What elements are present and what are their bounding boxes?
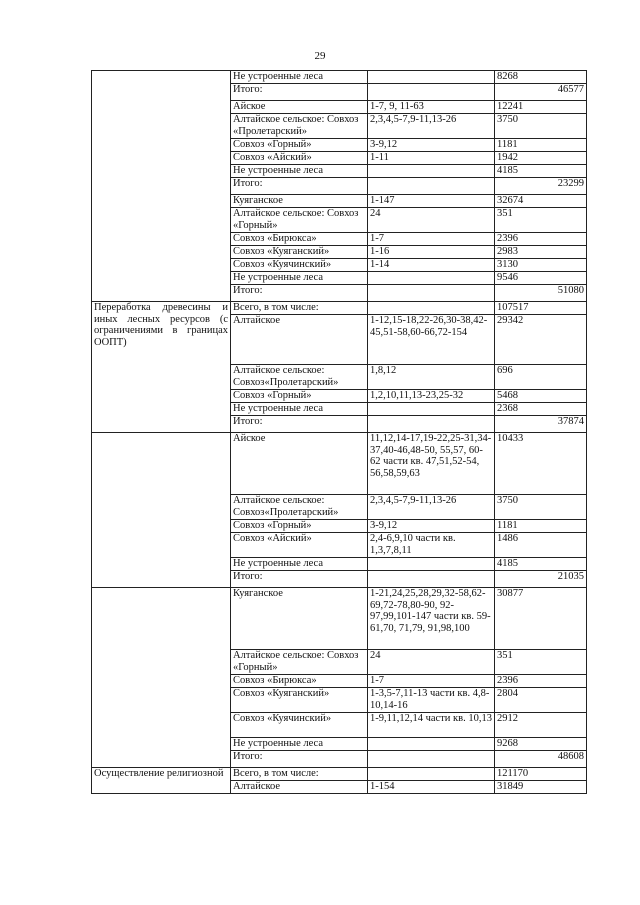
quarters-cell <box>368 751 495 768</box>
quarters-cell: 3-9,12 <box>368 139 495 152</box>
forestry-cell: Совхоз «Айский» <box>231 533 368 558</box>
activity-cell: Осуществление религиозной <box>92 768 231 794</box>
forestry-cell: Алтайское сельское: Совхоз «Пролетарский» <box>231 114 368 139</box>
table-row <box>92 71 587 84</box>
quarters-cell: 24 <box>368 208 495 233</box>
forestry-cell: Совхоз «Куячинский» <box>231 713 368 738</box>
quarters-cell: 3-9,12 <box>368 520 495 533</box>
area-cell: 1181 <box>495 139 587 152</box>
quarters-cell: 1-11 <box>368 152 495 165</box>
forestry-cell: Не устроенные леса <box>231 71 368 84</box>
quarters-cell: 11,12,14-17,19-22,25-31,34-37,40-46,48-50, 55,57, 60-62 части кв. 47,51,52-54, 56,58,59,63 <box>368 433 495 495</box>
forestry-cell: Совхоз «Куяганский» <box>231 688 368 713</box>
total-area-cell: 21035 <box>495 571 587 588</box>
quarters-cell <box>368 768 495 781</box>
forestry-cell: Не устроенные леса <box>231 738 368 751</box>
quarters-cell <box>368 178 495 195</box>
quarters-cell: 1-3,5-7,11-13 части кв. 4,8-10,14-16 <box>368 688 495 713</box>
area-cell: 2983 <box>495 246 587 259</box>
forestry-cell: Не устроенные леса <box>231 403 368 416</box>
area-cell: 351 <box>495 650 587 675</box>
forestry-cell: Совхоз «Бирюкса» <box>231 233 368 246</box>
area-cell: 107517 <box>495 302 587 315</box>
table-row <box>92 433 587 495</box>
forestry-cell: Итого: <box>231 84 368 101</box>
area-cell: 4185 <box>495 165 587 178</box>
quarters-cell <box>368 285 495 302</box>
area-cell: 696 <box>495 365 587 390</box>
quarters-cell <box>368 84 495 101</box>
area-cell: 10433 <box>495 433 587 495</box>
area-cell: 3130 <box>495 259 587 272</box>
forestry-cell: Алтайское сельское: Совхоз«Пролетарский» <box>231 495 368 520</box>
area-cell: 31849 <box>495 781 587 794</box>
forestry-cell: Айское <box>231 433 368 495</box>
total-area-cell: 51080 <box>495 285 587 302</box>
quarters-cell <box>368 403 495 416</box>
quarters-cell: 1-147 <box>368 195 495 208</box>
forestry-cell: Совхоз «Горный» <box>231 139 368 152</box>
quarters-cell <box>368 416 495 433</box>
table-row <box>92 302 587 315</box>
activity-cell <box>92 433 231 588</box>
activity-cell <box>92 588 231 768</box>
page-number: 29 <box>314 50 326 62</box>
quarters-cell: 2,3,4,5-7,9-11,13-26 <box>368 495 495 520</box>
quarters-cell: 24 <box>368 650 495 675</box>
quarters-cell: 1-154 <box>368 781 495 794</box>
quarters-cell: 1,2,10,11,13-23,25-32 <box>368 390 495 403</box>
quarters-cell: 2,3,4,5-7,9-11,13-26 <box>368 114 495 139</box>
quarters-cell: 1-16 <box>368 246 495 259</box>
area-cell: 32674 <box>495 195 587 208</box>
quarters-cell: 1-7, 9, 11-63 <box>368 101 495 114</box>
table-row <box>92 768 587 781</box>
forestry-cell: Не устроенные леса <box>231 165 368 178</box>
quarters-cell: 1-12,15-18,22-26,30-38,42-45,51-58,60-66,72-154 <box>368 315 495 365</box>
area-cell: 3750 <box>495 495 587 520</box>
forestry-cell: Итого: <box>231 285 368 302</box>
forestry-cell: Совхоз «Куяганский» <box>231 246 368 259</box>
total-area-cell: 37874 <box>495 416 587 433</box>
area-cell: 351 <box>495 208 587 233</box>
forestry-cell: Алтайское <box>231 315 368 365</box>
area-cell: 30877 <box>495 588 587 650</box>
area-cell: 29342 <box>495 315 587 365</box>
area-cell: 1486 <box>495 533 587 558</box>
quarters-cell: 2,4-6,9,10 части кв. 1,3,7,8,11 <box>368 533 495 558</box>
total-area-cell: 48608 <box>495 751 587 768</box>
quarters-cell <box>368 738 495 751</box>
area-cell: 12241 <box>495 101 587 114</box>
area-cell: 2804 <box>495 688 587 713</box>
quarters-cell <box>368 558 495 571</box>
forest-use-table <box>91 70 587 794</box>
forestry-cell: Совхоз «Куячинский» <box>231 259 368 272</box>
forestry-cell: Всего, в том числе: <box>231 768 368 781</box>
forestry-cell: Итого: <box>231 178 368 195</box>
activity-cell: Переработка древесины и иных лесных ресурсов (с ограничениями в границах ООПТ) <box>92 302 231 433</box>
quarters-cell <box>368 71 495 84</box>
total-area-cell: 23299 <box>495 178 587 195</box>
forestry-cell: Алтайское сельское: Совхоз «Горный» <box>231 208 368 233</box>
forestry-cell: Алтайское сельское: Совхоз«Пролетарский» <box>231 365 368 390</box>
forestry-cell: Совхоз «Горный» <box>231 390 368 403</box>
area-cell: 1181 <box>495 520 587 533</box>
quarters-cell: 1-21,24,25,28,29,32-58,62-69,72-78,80-90, 92-97,99,101-147 части кв. 59-61,70, 71,79, 91,98,100 <box>368 588 495 650</box>
table-row <box>92 588 587 650</box>
forestry-cell: Куяганское <box>231 195 368 208</box>
quarters-cell <box>368 571 495 588</box>
area-cell: 2396 <box>495 233 587 246</box>
forestry-cell: Итого: <box>231 416 368 433</box>
forestry-cell: Итого: <box>231 751 368 768</box>
area-cell: 5468 <box>495 390 587 403</box>
quarters-cell: 1-14 <box>368 259 495 272</box>
area-cell: 8268 <box>495 71 587 84</box>
area-cell: 1942 <box>495 152 587 165</box>
area-cell: 9268 <box>495 738 587 751</box>
area-cell: 3750 <box>495 114 587 139</box>
area-cell: 2912 <box>495 713 587 738</box>
forestry-cell: Итого: <box>231 571 368 588</box>
forestry-cell: Совхоз «Айский» <box>231 152 368 165</box>
area-cell: 4185 <box>495 558 587 571</box>
forestry-cell: Всего, в том числе: <box>231 302 368 315</box>
area-cell: 2368 <box>495 403 587 416</box>
forestry-cell: Алтайское <box>231 781 368 794</box>
total-area-cell: 46577 <box>495 84 587 101</box>
area-cell: 121170 <box>495 768 587 781</box>
forestry-cell: Айское <box>231 101 368 114</box>
forestry-cell: Алтайское сельское: Совхоз «Горный» <box>231 650 368 675</box>
area-cell: 2396 <box>495 675 587 688</box>
activity-cell <box>92 71 231 302</box>
quarters-cell: 1-7 <box>368 233 495 246</box>
quarters-cell <box>368 272 495 285</box>
area-cell: 9546 <box>495 272 587 285</box>
forestry-cell: Не устроенные леса <box>231 272 368 285</box>
quarters-cell: 1,8,12 <box>368 365 495 390</box>
forestry-cell: Куяганское <box>231 588 368 650</box>
quarters-cell: 1-9,11,12,14 части кв. 10,13 <box>368 713 495 738</box>
forestry-cell: Совхоз «Горный» <box>231 520 368 533</box>
quarters-cell: 1-7 <box>368 675 495 688</box>
forestry-cell: Совхоз «Бирюкса» <box>231 675 368 688</box>
quarters-cell <box>368 302 495 315</box>
quarters-cell <box>368 165 495 178</box>
forestry-cell: Не устроенные леса <box>231 558 368 571</box>
